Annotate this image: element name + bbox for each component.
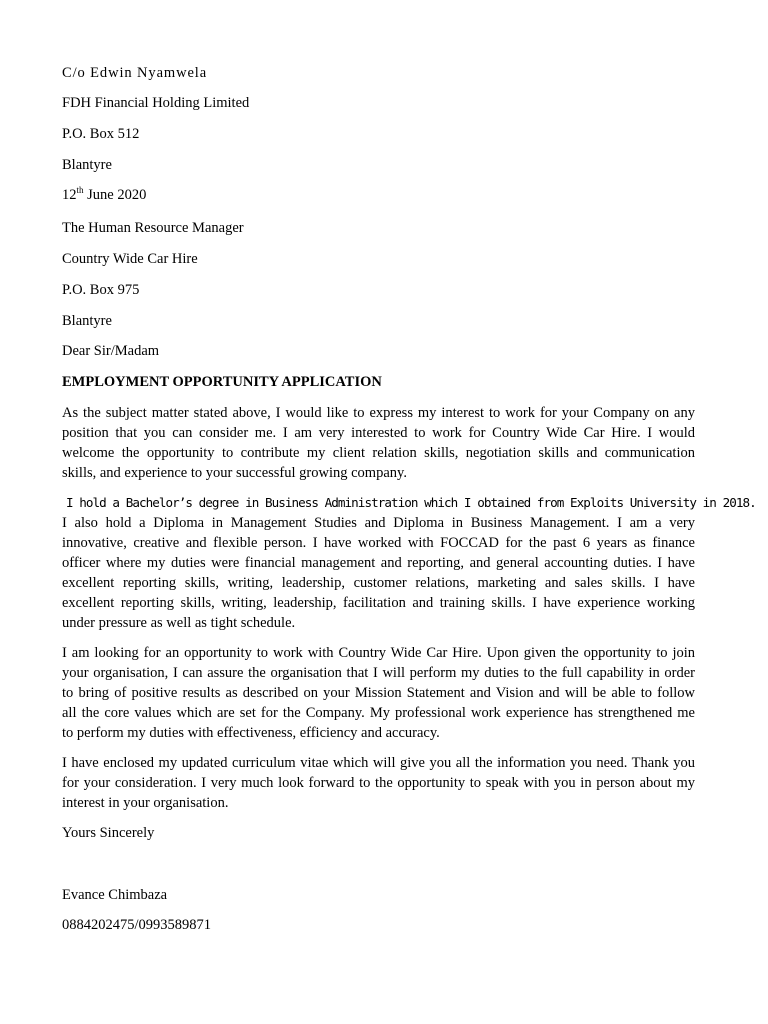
paragraph-line: I also hold a Diploma in Management Studies and Diploma in Business Management. I am a very [62,515,695,531]
paragraph-line: welcome the opportunity to contribute my client relation skills, negotiation skills and communication [62,445,695,461]
paragraph-line: for your consideration. I very much look forward to the opportunity to speak with you in person about my [62,775,695,791]
paragraph-line: your organisation, I can assure the organisation that I will perform my duties to the full capability in order [62,665,695,681]
paragraph-2 [62,493,756,633]
recipient-city: Blantyre [62,313,112,329]
sender-po-box: P.O. Box 512 [62,126,140,142]
paragraph-line: I hold a Bachelor’s degree in Business Administration which I obtained from Exploits University in 2018. [66,495,756,510]
signature-name: Evance Chimbaza [62,887,168,903]
paragraph-line: I have enclosed my updated curriculum vitae which will give you all the information you need. Thank you [62,755,695,771]
phone-number: 0884202475/0993589871 [62,917,212,933]
paragraph-4 [62,753,695,813]
paragraph-line: excellent reporting skills, writing, leadership, facilitation and training skills. I have experience working [62,595,695,611]
paragraph-line: skills, and experience to your successful growing company. [62,465,407,481]
paragraph-line: excellent reporting skills, writing, leadership, customer relations, marketing and sales skills. I have [62,575,695,591]
paragraph-line: to bring of positive results as described on your Mission Statement and Vision and will be able to follow [62,685,695,701]
paragraph-3 [62,643,695,743]
sender-company: FDH Financial Holding Limited [62,95,250,111]
sender-city: Blantyre [62,157,112,173]
salutation: Dear Sir/Madam [62,343,160,359]
recipient-po-box: P.O. Box 975 [62,282,140,298]
sender-care-of: C/o Edwin Nyamwela [62,65,208,81]
paragraph-line: innovative, creative and flexible person. I have worked with FOCCAD for the past 6 years as finance [62,535,695,551]
paragraph-line: officer where my duties were financial management and reporting, and general accounting duties. I have [62,555,695,571]
recipient-title: The Human Resource Manager [62,220,244,236]
letter-date [62,186,146,204]
date-suffix: th [76,185,84,195]
date-rest: June 2020 [83,187,147,203]
paragraph-line: to perform my duties with effectiveness, efficiency and accuracy. [62,725,440,741]
paragraph-line: I am looking for an opportunity to work with Country Wide Car Hire. Upon given the opportunity to join [62,645,695,661]
date-day: 12 [62,187,77,203]
paragraph-line: all the core values which are set for the Company. My professional work experience has strengthened me [62,705,695,721]
paragraph-line: As the subject matter stated above, I would like to express my interest to work for your Company on any [62,405,695,421]
recipient-company: Country Wide Car Hire [62,251,198,267]
paragraph-line: interest in your organisation. [62,795,229,811]
subject-line: EMPLOYMENT OPPORTUNITY APPLICATION [62,374,382,390]
paragraph-line: position that you can consider me. I am very interested to work for Country Wide Car Hire. I would [62,425,695,441]
paragraph-line: under pressure as well as tight schedule. [62,615,296,631]
paragraph-1 [62,403,695,483]
closing: Yours Sincerely [62,825,155,841]
